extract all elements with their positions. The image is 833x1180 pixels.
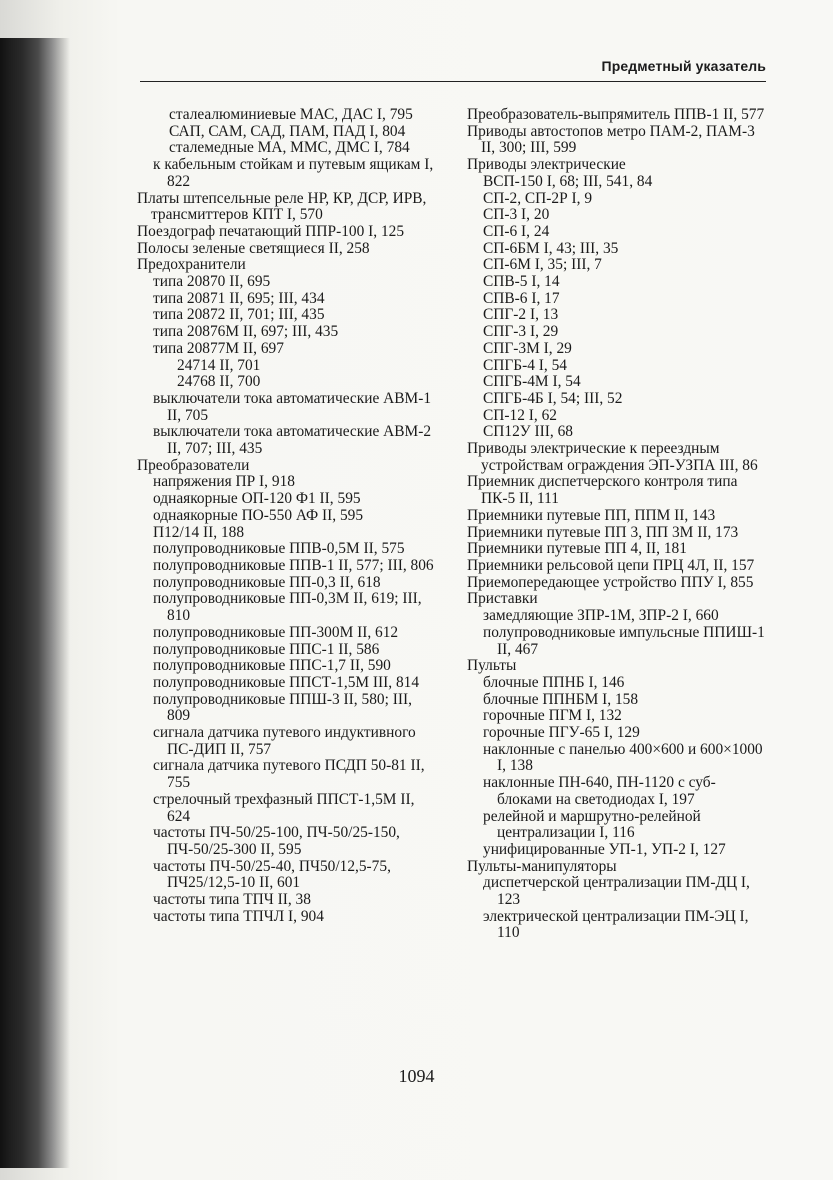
- index-entry: полупроводниковые ПП-300М II, 612: [153, 623, 399, 641]
- index-entry: СПГ-3М I, 29: [483, 339, 572, 357]
- index-entry: однаякорные ПО-550 АФ II, 595: [153, 506, 364, 524]
- index-column-left: [137, 107, 437, 925]
- index-entry: блочные ППНБМ I, 158: [483, 690, 639, 708]
- index-entry: ВСП-150 I, 68; III, 541, 84: [483, 172, 653, 190]
- index-entry: наклонные ПН-640, ПН-1120 с суб-блоками на светодиодах I, 197: [483, 774, 716, 808]
- index-entry: горочные ПГМ I, 132: [483, 707, 622, 725]
- index-entry: полупроводниковые ППВ-0,5М II, 575: [153, 540, 405, 558]
- index-entry: СПГ-3 I, 29: [483, 323, 559, 341]
- index-entry: наклонные с панелью 400×600 и 600×1000 I, 138: [483, 740, 763, 775]
- index-entry: сигнала датчика путевого ПСДП 50-81 II, 755: [153, 757, 425, 792]
- index-entry: СП-12 I, 62: [483, 406, 557, 424]
- index-entry: Преобразователь-выпрямитель ППВ-1 II, 577: [467, 106, 765, 123]
- index-entry: полупроводниковые ППВ-1 II, 577; III, 806: [153, 556, 434, 574]
- index-entry: замедляющие ЗПР-1М, ЗПР-2 I, 660: [483, 607, 719, 625]
- index-entry: полупроводниковые ППС-1,7 II, 590: [153, 657, 391, 675]
- index-entry: Платы штепсельные реле НР, КР, ДСР, ИРВ, трансмиттеров КПТ I, 570: [137, 189, 427, 224]
- index-entry: Приводы электрические к переездным устройствам ограждения ЭП-УЗПА III, 86: [467, 440, 758, 474]
- index-entry: частоты типа ТПЧЛ I, 904: [153, 907, 324, 925]
- index-entry: выключатели тока автоматические АВМ-2 II, 707; III, 435: [153, 423, 432, 458]
- index-entry: типа 20872 II, 701; III, 435: [153, 306, 325, 324]
- index-entry: сигнала датчика путевого индуктивного ПС-ДИП II, 757: [153, 724, 416, 758]
- index-entry: электрической централизации ПМ-ЭЦ I, 110: [483, 907, 749, 942]
- index-entry: полупроводниковые ППС-1 II, 586: [153, 640, 380, 658]
- index-entry: Поездограф печатающий ППР-100 I, 125: [137, 222, 405, 240]
- index-entry: напряжения ПР I, 918: [153, 473, 295, 491]
- index-entry: 24768 II, 700: [177, 373, 261, 391]
- index-entry: СП-6М I, 35; III, 7: [483, 256, 602, 274]
- index-entry: Приемники рельсовой цепи ПРЦ 4Л, II, 157: [467, 556, 755, 574]
- index-entry: СПГБ-4М I, 54: [483, 373, 581, 391]
- index-entry: СП-2, СП-2Р I, 9: [483, 189, 593, 207]
- index-entry: сталемедные МА, ММС, ДМС I, 784: [169, 139, 410, 157]
- index-entry: частоты типа ТПЧ II, 38: [153, 891, 311, 909]
- index-entry: Приемники путевые ПП, ППМ II, 143: [467, 506, 716, 524]
- index-entry: Предохранители: [137, 256, 246, 274]
- index-entry: типа 20876М II, 697; III, 435: [153, 323, 339, 341]
- index-entry: полупроводниковые ПП-0,3М II, 619; III, 810: [153, 590, 422, 625]
- index-entry: стрелочный трехфазный ППСТ-1,5М II, 624: [153, 790, 415, 825]
- index-entry: СПВ-5 I, 14: [483, 273, 560, 291]
- index-column-right: [467, 107, 767, 942]
- book-binding-shadow: [0, 38, 70, 1168]
- running-header: Предметный указатель: [601, 58, 766, 74]
- index-entry: Приемники путевые ПП 4, II, 181: [467, 540, 687, 558]
- index-entry: релейной и маршрутно-релейной централизации I, 116: [483, 807, 701, 842]
- index-entry: диспетчерской централизации ПМ-ДЦ I, 123: [483, 874, 750, 909]
- index-entry: горочные ПГУ-65 I, 129: [483, 724, 640, 742]
- index-entry: частоты ПЧ-50/25-100, ПЧ-50/25-150, ПЧ-50/25-300 II, 595: [153, 824, 400, 858]
- index-entry: полупроводниковые импульсные ППИШ-1 II, 467: [483, 623, 765, 658]
- index-entry: полупроводниковые ППШ-3 II, 580; III, 809: [153, 690, 412, 725]
- index-entry: частоты ПЧ-50/25-40, ПЧ50/12,5-75, ПЧ25/12,5-10 II, 601: [153, 857, 391, 892]
- index-entry: П12/14 II, 188: [153, 523, 245, 541]
- index-entry: САП, САМ, САД, ПАМ, ПАД I, 804: [169, 122, 406, 140]
- index-entry: Приводы электрические: [467, 156, 626, 174]
- index-entry: Приемопередающее устройство ППУ I, 855: [467, 573, 754, 591]
- index-entry: типа 20870 II, 695: [153, 273, 271, 291]
- index-entry: Приставки: [467, 590, 538, 608]
- index-entry: к кабельным стойкам и путевым ящикам I, 822: [153, 156, 434, 190]
- index-entry: Полосы зеленые светящиеся II, 258: [137, 239, 370, 257]
- index-entry: СП-3 I, 20: [483, 206, 550, 224]
- index-entry: СПВ-6 I, 17: [483, 289, 560, 307]
- index-entry: однаякорные ОП-120 Ф1 II, 595: [153, 490, 361, 508]
- index-entry: унифицированные УП-1, УП-2 I, 127: [483, 840, 726, 858]
- index-entry: СПГБ-4Б I, 54; III, 52: [483, 389, 623, 407]
- index-entry: Преобразователи: [137, 456, 250, 474]
- index-entry: Приемник диспетчерского контроля типа ПК-5 II, 111: [467, 473, 738, 508]
- index-entry: Пульты-манипуляторы: [467, 857, 617, 875]
- index-entry: Приводы автостопов метро ПАМ-2, ПАМ-3 II, 300; III, 599: [467, 122, 755, 157]
- index-entry: блочные ППНБ I, 146: [483, 673, 625, 691]
- index-entry: Пульты: [467, 657, 517, 675]
- index-entry: СПГ-2 I, 13: [483, 306, 559, 324]
- index-entry: типа 20877М II, 697: [153, 339, 284, 357]
- index-entry: СП-6БМ I, 43; III, 35: [483, 239, 619, 257]
- index-entry: типа 20871 II, 695; III, 434: [153, 289, 325, 307]
- page-number: 1094: [398, 1066, 435, 1086]
- index-entry: СП-6 I, 24: [483, 222, 550, 240]
- header-rule: [140, 81, 766, 82]
- index-entry: Приемники путевые ПП 3, ПП 3М II, 173: [467, 523, 739, 541]
- index-entry: полупроводниковые ПП-0,3 II, 618: [153, 573, 381, 591]
- index-entry: 24714 II, 701: [177, 356, 261, 374]
- index-entry: полупроводниковые ППСТ-1,5М III, 814: [153, 673, 420, 691]
- index-entry: выключатели тока автоматические АВМ-1 II, 705: [153, 389, 432, 424]
- index-entry: сталеалюминиевые МАС, ДАС I, 795: [169, 106, 413, 123]
- index-entry: СПГБ-4 I, 54: [483, 356, 567, 374]
- index-entry: СП12У III, 68: [483, 423, 573, 441]
